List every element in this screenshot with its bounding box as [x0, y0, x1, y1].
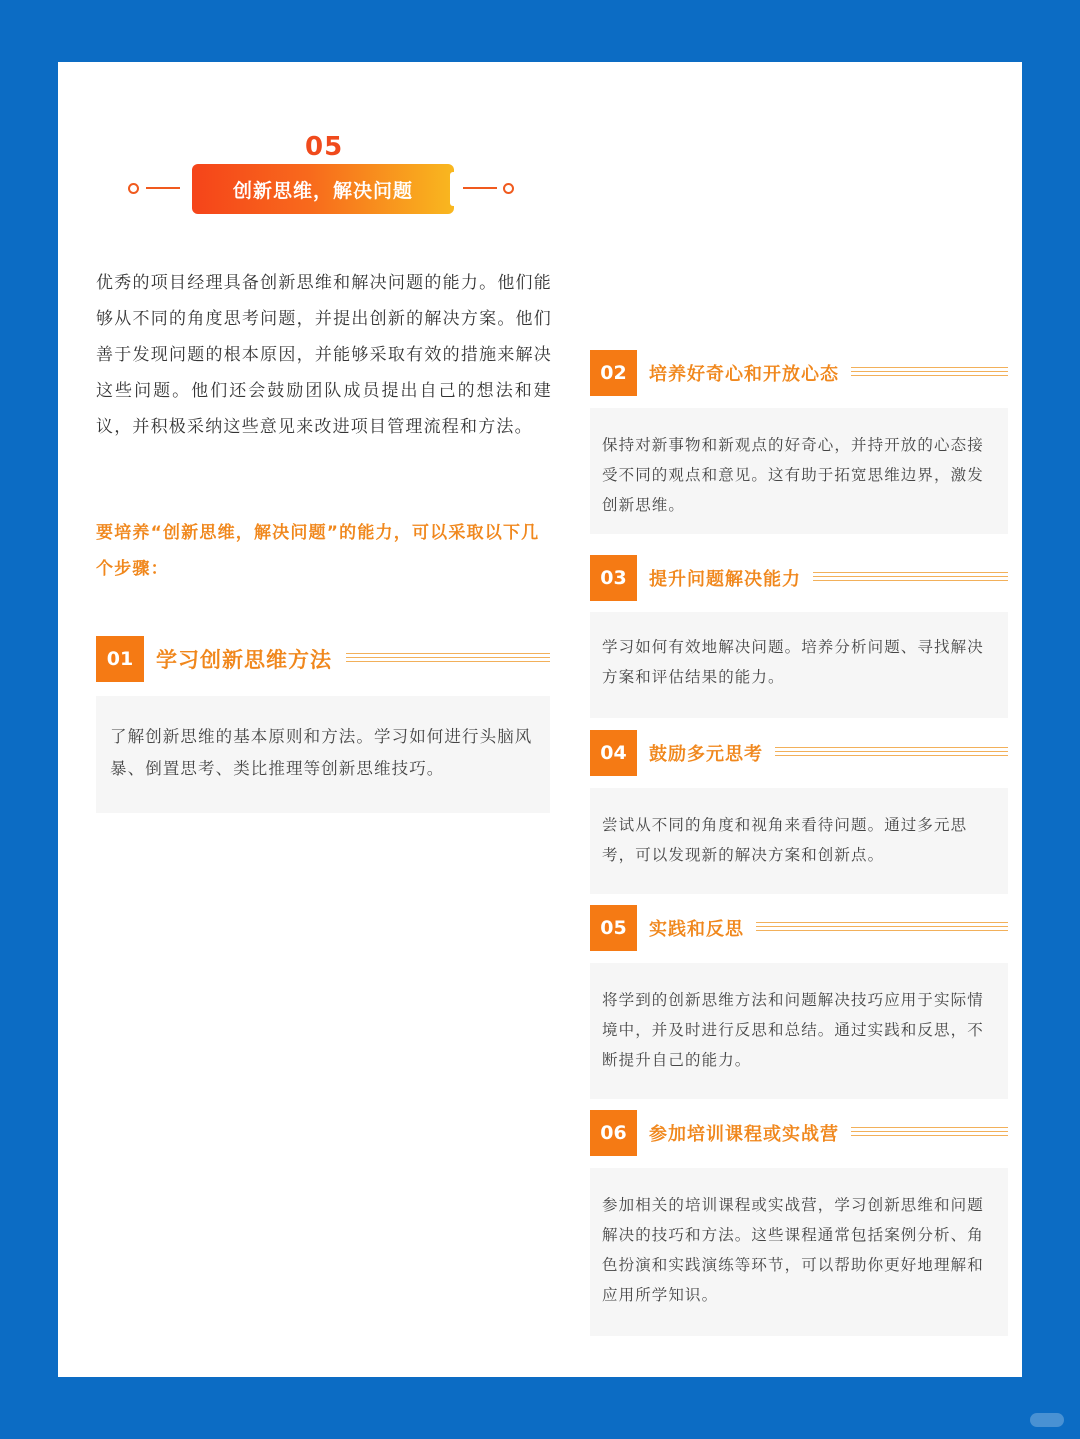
step-03-title: 提升问题解决能力	[649, 569, 801, 590]
steps-callout: 要培养“创新思维，解决问题”的能力，可以采取以下几个步骤：	[96, 523, 540, 579]
step-05-deco-lines	[756, 922, 1008, 934]
step-06-title: 参加培训课程或实战营	[649, 1124, 839, 1145]
step-01-header	[96, 636, 550, 682]
step-02-header	[590, 350, 1008, 396]
step-02-body: 保持对新事物和新观点的好奇心，并持开放的心态接受不同的观点和意见。这有助于拓宽思维边界，激发创新思维。	[590, 408, 1008, 534]
step-04-header	[590, 730, 1008, 776]
step-04-number: 04	[590, 730, 637, 776]
section-number: 05	[305, 132, 344, 162]
step-02-title: 培养好奇心和开放心态	[649, 364, 839, 385]
watermark-badge	[1030, 1413, 1064, 1427]
header-right-dot-icon	[503, 183, 514, 194]
step-01-deco-lines	[346, 653, 550, 665]
step-04-body: 尝试从不同的角度和视角来看待问题。通过多元思考，可以发现新的解决方案和创新点。	[590, 788, 1008, 894]
step-02-deco-lines	[851, 367, 1008, 379]
step-02-number: 02	[590, 350, 637, 396]
section-title-banner	[192, 164, 454, 214]
step-05-title: 实践和反思	[649, 919, 744, 940]
step-01-title: 学习创新思维方法	[156, 648, 332, 672]
step-06-header	[590, 1110, 1008, 1156]
banner-right-notch	[450, 172, 458, 206]
header-left-line	[146, 187, 180, 189]
banner-left-notch	[184, 172, 192, 206]
section-title: 创新思维，解决问题	[232, 179, 413, 202]
step-04-title: 鼓励多元思考	[649, 744, 763, 765]
step-06-deco-lines	[851, 1127, 1008, 1139]
intro-paragraph: 优秀的项目经理具备创新思维和解决问题的能力。他们能够从不同的角度思考问题，并提出创新的解决方案。他们善于发现问题的根本原因，并能够采取有效的措施来解决这些问题。他们还会鼓励团队成员提出自己的想法和建议，并积极采纳这些意见来改进项目管理流程和方法。	[96, 273, 552, 437]
step-06-body: 参加相关的培训课程或实战营，学习创新思维和问题解决的技巧和方法。这些课程通常包括案例分析、角色扮演和实践演练等环节，可以帮助你更好地理解和应用所学知识。	[590, 1168, 1008, 1336]
step-06-number: 06	[590, 1110, 637, 1156]
header-right-line	[463, 187, 497, 189]
header-left-dot-icon	[128, 183, 139, 194]
step-05-header	[590, 905, 1008, 951]
step-05-body: 将学到的创新思维方法和问题解决技巧应用于实际情境中，并及时进行反思和总结。通过实践和反思，不断提升自己的能力。	[590, 963, 1008, 1099]
step-04-deco-lines	[775, 747, 1008, 759]
step-05-number: 05	[590, 905, 637, 951]
step-03-body: 学习如何有效地解决问题。培养分析问题、寻找解决方案和评估结果的能力。	[590, 612, 1008, 718]
step-03-number: 03	[590, 555, 637, 601]
step-01-body: 了解创新思维的基本原则和方法。学习如何进行头脑风暴、倒置思考、类比推理等创新思维技巧。	[96, 696, 550, 813]
step-03-deco-lines	[813, 572, 1008, 584]
step-03-header	[590, 555, 1008, 601]
step-01-number: 01	[96, 636, 144, 682]
